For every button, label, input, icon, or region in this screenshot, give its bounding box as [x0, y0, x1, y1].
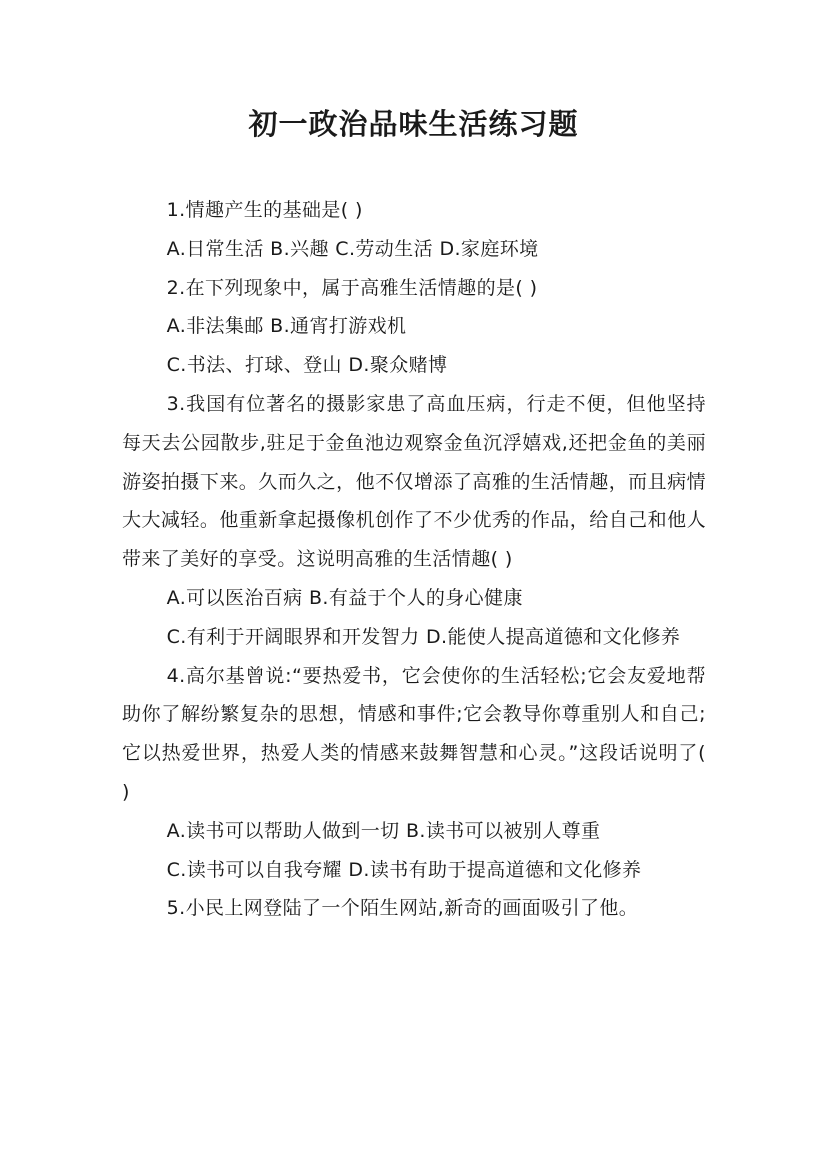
paragraph-q3-options-ab: A.可以医治百病 B.有益于个人的身心健康	[166, 586, 523, 609]
paragraph-q5: 5.小民上网登陆了一个陌生网站,新奇的画面吸引了他。	[166, 897, 639, 920]
paragraph-q3-options-cd: C.有利于开阔眼界和开发智力 D.能使人提高道德和文化修养	[166, 625, 681, 648]
document-body	[122, 191, 706, 928]
paragraph-q1-options: A.日常生活 B.兴趣 C.劳动生活 D.家庭环境	[166, 237, 539, 260]
paragraph-q2-options-ab: A.非法集邮 B.通宵打游戏机	[166, 315, 407, 338]
paragraph-q3: 3.我国有位著名的摄影家患了高血压病，行走不便，但他坚持每天去公园散步,驻足于金鱼池边观察金鱼沉浮嬉戏,还把金鱼的美丽游姿拍摄下来。久而久之，他不仅增添了高雅的生活情趣，而且病情大大减轻。他重新拿起摄像机创作了不少优秀的作品，给自己和他人带来了美好的享受。这说明高雅的生活情趣( )	[122, 392, 706, 571]
paragraph-q4: 4.高尔基曾说:“要热爱书，它会使你的生活轻松;它会友爱地帮助你了解纷繁复杂的思想，情感和事件;它会教导你尊重别人和自己;它以热爱世界，热爱人类的情感来鼓舞智慧和心灵。”这段话说明了( )	[122, 664, 706, 803]
document-title: 初一政治品味生活练习题	[248, 107, 579, 141]
paragraph-q4-options-cd: C.读书可以自我夸耀 D.读书有助于提高道德和文化修养	[166, 858, 642, 881]
paragraph-q2-options-cd: C.书法、打球、登山 D.聚众赌博	[166, 354, 448, 377]
paragraph-q4-options-ab: A.读书可以帮助人做到一切 B.读书可以被别人尊重	[166, 819, 601, 842]
paragraph-q1: 1.情趣产生的基础是( )	[166, 199, 363, 221]
paragraph-q2: 2.在下列现象中，属于高雅生活情趣的是( )	[166, 276, 538, 299]
